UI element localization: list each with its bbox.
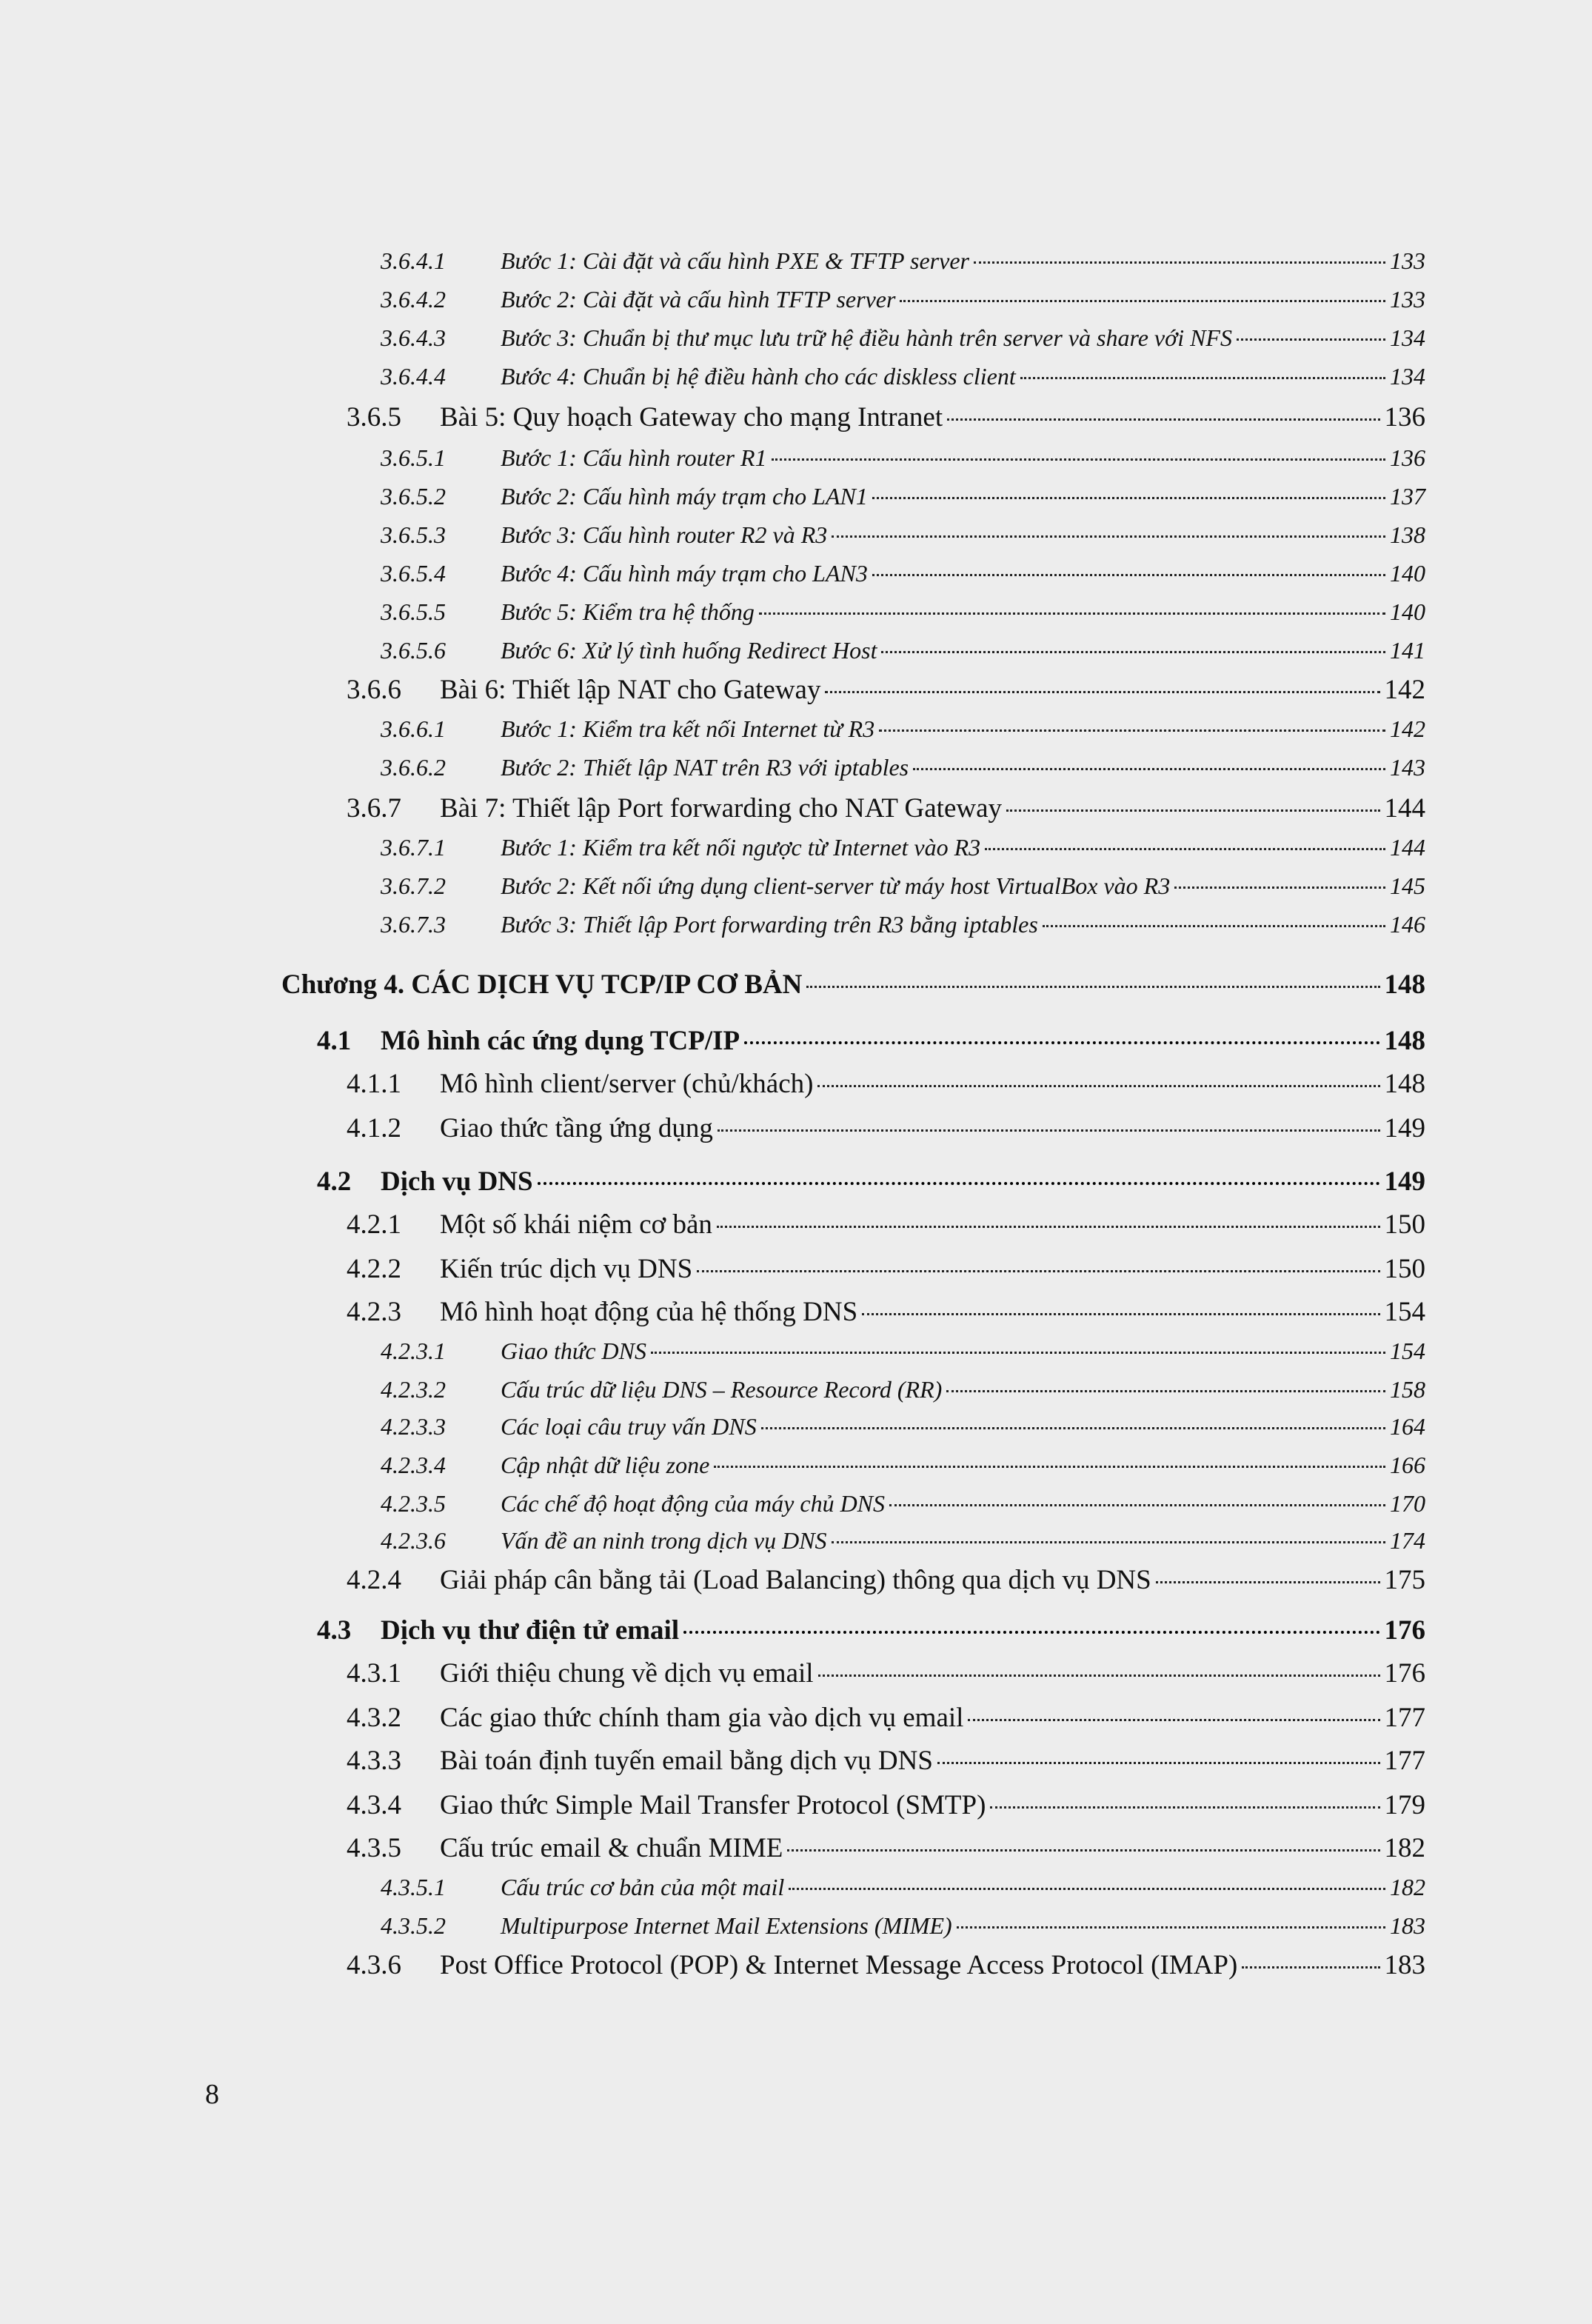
toc-entry (381, 1527, 1425, 1566)
entry-title: Bước 4: Chuẩn bị hệ điều hành cho các diskless client (501, 363, 1016, 390)
entry-page: 154 (1390, 1338, 1425, 1364)
entry-number: 4.1.1 (347, 1069, 401, 1099)
entry-number: 4.2.3.5 (381, 1490, 446, 1517)
toc-entry (381, 286, 1425, 324)
toc-entry (381, 363, 1425, 401)
dot-leader (832, 1541, 1385, 1543)
entry-title: Các chế độ hoạt động của máy chủ DNS (501, 1490, 886, 1517)
dot-leader (817, 1085, 1379, 1087)
entry-number: 3.6.5.2 (381, 483, 446, 510)
entry-page: 175 (1384, 1565, 1425, 1595)
dot-leader (744, 1041, 1379, 1044)
entry-title: Bài toán định tuyến email bằng dịch vụ DNS (440, 1746, 933, 1776)
entry-page: 150 (1384, 1209, 1425, 1240)
dot-leader (538, 1182, 1380, 1185)
entry-number: 3.6.5 (347, 402, 401, 433)
entry-title: Dịch vụ DNS (381, 1166, 533, 1197)
entry-page: 136 (1384, 402, 1425, 433)
entry-title: Một số khái niệm cơ bản (440, 1209, 712, 1240)
toc-entry (381, 1413, 1425, 1452)
dot-leader (759, 612, 1385, 615)
entry-page: 148 (1384, 1069, 1425, 1099)
entry-page: 143 (1390, 754, 1425, 781)
toc-entry (381, 483, 1425, 521)
dot-leader (872, 574, 1385, 576)
dot-leader (718, 1129, 1380, 1132)
dot-leader (1237, 338, 1385, 341)
entry-number: 4.2.3.2 (381, 1376, 446, 1403)
entry-page: 148 (1384, 1026, 1425, 1056)
dot-leader (761, 1427, 1385, 1429)
toc-entry (347, 1253, 1425, 1296)
entry-number: 3.6.5.3 (381, 521, 446, 548)
entry-number: 4.2.3.3 (381, 1413, 446, 1440)
entry-title: Cấu trúc dữ liệu DNS – Resource Record (RR) (501, 1376, 943, 1403)
entry-title: Bước 2: Thiết lập NAT trên R3 với iptables (501, 754, 909, 781)
entry-title: Bước 4: Cấu hình máy trạm cho LAN3 (501, 560, 868, 587)
toc-entry (347, 1112, 1425, 1155)
entry-number: 4.3.5 (347, 1833, 401, 1863)
entry-number: 4.3 (317, 1615, 352, 1646)
entry-number: 3.6.4.1 (381, 247, 446, 274)
entry-page: 170 (1390, 1490, 1425, 1517)
toc-entry (381, 444, 1425, 483)
toc-entry (381, 1452, 1425, 1490)
entry-number: 4.2.3 (347, 1297, 401, 1327)
dot-leader (1043, 925, 1385, 927)
entry-page: 177 (1384, 1746, 1425, 1776)
toc-entry (347, 1296, 1425, 1339)
dot-leader (985, 848, 1385, 850)
entry-title: Bài 7: Thiết lập Port forwarding cho NAT Gateway (440, 793, 1003, 824)
entry-page: 182 (1390, 1874, 1425, 1900)
toc-entry (317, 1166, 1425, 1209)
entry-page: 140 (1390, 598, 1425, 625)
entry-page: 182 (1384, 1833, 1425, 1863)
entry-title: Mô hình client/server (chủ/khách) (440, 1069, 814, 1099)
entry-number: 4.3.5.1 (381, 1874, 446, 1900)
entry-page: 158 (1390, 1376, 1425, 1403)
entry-page: 177 (1384, 1703, 1425, 1733)
page-number: 8 (205, 2079, 219, 2110)
dot-leader (990, 1806, 1379, 1809)
entry-page: 176 (1384, 1615, 1425, 1646)
toc-entry (347, 1657, 1425, 1700)
entry-title: Bài 6: Thiết lập NAT cho Gateway (440, 675, 821, 705)
dot-leader (872, 497, 1385, 499)
dot-leader (974, 261, 1385, 264)
dot-leader (862, 1313, 1379, 1315)
toc-entry (347, 1789, 1425, 1832)
toc-entry (347, 1702, 1425, 1745)
dot-leader (651, 1352, 1385, 1354)
toc-entry (381, 1338, 1425, 1376)
entry-title: Multipurpose Internet Mail Extensions (MIME) (501, 1912, 952, 1939)
toc-entry (347, 1564, 1425, 1607)
entry-number: 3.6.6 (347, 675, 401, 705)
entry-number: 4.2.3.6 (381, 1527, 446, 1554)
dot-leader (825, 691, 1379, 693)
entry-title: Bước 3: Chuẩn bị thư mục lưu trữ hệ điều hành trên server và share với NFS (501, 324, 1232, 351)
dot-leader (900, 300, 1385, 302)
toc-entry (381, 637, 1425, 675)
dot-leader (789, 1888, 1385, 1890)
dot-leader (879, 729, 1385, 732)
entry-page: 140 (1390, 560, 1425, 587)
entry-number: 3.6.4.3 (381, 324, 446, 351)
entry-title: Bước 2: Kết nối ứng dụng client-server từ máy host VirtualBox vào R3 (501, 872, 1171, 899)
toc-entry (347, 401, 1425, 444)
entry-page: 133 (1390, 286, 1425, 313)
entry-title: Bước 3: Cấu hình router R2 và R3 (501, 521, 828, 548)
entry-page: 183 (1390, 1912, 1425, 1939)
entry-page: 148 (1384, 969, 1425, 1000)
toc-entry (347, 1068, 1425, 1111)
entry-number: 3.6.5.5 (381, 598, 446, 625)
entry-title: Mô hình hoạt động của hệ thống DNS (440, 1297, 858, 1327)
entry-page: 149 (1384, 1166, 1425, 1197)
entry-title: Bước 5: Kiểm tra hệ thống (501, 598, 755, 625)
toc-entry (381, 834, 1425, 872)
entry-title: Giải pháp cân bằng tải (Load Balancing) thông qua dịch vụ DNS (440, 1565, 1151, 1595)
entry-page: 144 (1390, 834, 1425, 861)
entry-page: 146 (1390, 911, 1425, 938)
entry-title: Kiến trúc dịch vụ DNS (440, 1254, 693, 1284)
dot-leader (818, 1674, 1380, 1677)
dot-leader (683, 1631, 1379, 1634)
toc-entry (347, 1209, 1425, 1252)
toc-entry (381, 1490, 1425, 1529)
entry-page: 174 (1390, 1527, 1425, 1554)
entry-number: 3.6.5.1 (381, 444, 446, 471)
toc-entry (347, 1832, 1425, 1875)
toc-entry (317, 1615, 1425, 1657)
entry-number: 4.3.5.2 (381, 1912, 446, 1939)
entry-page: 142 (1390, 715, 1425, 742)
entry-title: Post Office Protocol (POP) & Internet Message Access Protocol (IMAP) (440, 1950, 1238, 1980)
dot-leader (957, 1926, 1385, 1929)
entry-title: Bước 6: Xử lý tình huống Redirect Host (501, 637, 877, 664)
entry-number: 4.2.1 (347, 1209, 401, 1240)
entry-title: Dịch vụ thư điện tử email (381, 1615, 680, 1646)
entry-title: Giới thiệu chung về dịch vụ email (440, 1658, 814, 1689)
entry-page: 164 (1390, 1413, 1425, 1440)
dot-leader (772, 458, 1385, 461)
entry-number: 3.6.4.4 (381, 363, 446, 390)
toc-entry (381, 1874, 1425, 1912)
entry-number: 4.2.3.4 (381, 1452, 446, 1478)
toc-entry (381, 560, 1425, 598)
toc-entry (381, 324, 1425, 363)
toc-entry (347, 1745, 1425, 1788)
entry-title: Cập nhật dữ liệu zone (501, 1452, 710, 1478)
toc-entry (381, 1376, 1425, 1415)
dot-leader (717, 1226, 1380, 1228)
toc-entry (317, 1025, 1425, 1068)
toc-entry (381, 754, 1425, 792)
dot-leader (1242, 1966, 1379, 1969)
dot-leader (1156, 1581, 1380, 1583)
entry-title: Giao thức DNS (501, 1338, 646, 1364)
entry-page: 138 (1390, 521, 1425, 548)
entry-number: 4.3.1 (347, 1658, 401, 1689)
entry-number: 4.3.4 (347, 1790, 401, 1820)
entry-page: 134 (1390, 324, 1425, 351)
entry-page: 144 (1384, 793, 1425, 824)
dot-leader (714, 1466, 1385, 1468)
entry-number: 4.1 (317, 1026, 352, 1056)
dot-leader (937, 1762, 1380, 1764)
dot-leader (968, 1719, 1379, 1721)
entry-page: 137 (1390, 483, 1425, 510)
dot-leader (913, 768, 1385, 770)
entry-page: 149 (1384, 1113, 1425, 1143)
entry-number: 4.3.3 (347, 1746, 401, 1776)
entry-number: 3.6.4.2 (381, 286, 446, 313)
entry-title: Các giao thức chính tham gia vào dịch vụ email (440, 1703, 964, 1733)
entry-page: 150 (1384, 1254, 1425, 1284)
toc-entry (381, 715, 1425, 754)
entry-page: 134 (1390, 363, 1425, 390)
entry-number: 4.2.3.1 (381, 1338, 446, 1364)
toc-entry (381, 247, 1425, 286)
entry-page: 136 (1390, 444, 1425, 471)
entry-title: Bước 2: Cấu hình máy trạm cho LAN1 (501, 483, 868, 510)
dot-leader (832, 535, 1385, 538)
entry-number: 4.3.6 (347, 1950, 401, 1980)
toc-entry (347, 674, 1425, 717)
dot-leader (787, 1849, 1379, 1851)
entry-number: 3.6.7.2 (381, 872, 446, 899)
entry-page: 183 (1384, 1950, 1425, 1980)
entry-title: Giao thức tầng ứng dụng (440, 1113, 713, 1143)
entry-title: Bước 1: Kiểm tra kết nối Internet từ R3 (501, 715, 875, 742)
entry-title: Bước 2: Cài đặt và cấu hình TFTP server (501, 286, 896, 313)
chapter-heading (281, 969, 1425, 1012)
entry-number: 4.2 (317, 1166, 352, 1197)
entry-title: Bước 3: Thiết lập Port forwarding trên R3 bằng iptables (501, 911, 1038, 938)
toc-entry (381, 911, 1425, 949)
toc-entry (381, 598, 1425, 637)
entry-page: 154 (1384, 1297, 1425, 1327)
entry-number: 4.2.2 (347, 1254, 401, 1284)
entry-number: 4.2.4 (347, 1565, 401, 1595)
entry-title: Bước 1: Cấu hình router R1 (501, 444, 767, 471)
entry-number: 4.3.2 (347, 1703, 401, 1733)
entry-title: Vấn đề an ninh trong dịch vụ DNS (501, 1527, 827, 1554)
toc-entry (381, 872, 1425, 911)
toc-entry (381, 1912, 1425, 1951)
entry-page: 142 (1384, 675, 1425, 705)
entry-page: 179 (1384, 1790, 1425, 1820)
dot-leader (946, 1390, 1385, 1392)
dot-leader (881, 651, 1385, 653)
entry-number: 3.6.6.1 (381, 715, 446, 742)
dot-leader (889, 1504, 1385, 1506)
entry-title: Cấu trúc cơ bản của một mail (501, 1874, 785, 1900)
entry-title: Chương 4. CÁC DỊCH VỤ TCP/IP CƠ BẢN (281, 969, 803, 1000)
toc-entry (381, 521, 1425, 560)
entry-number: 3.6.7 (347, 793, 401, 824)
entry-title: Mô hình các ứng dụng TCP/IP (381, 1026, 740, 1056)
entry-number: 3.6.7.1 (381, 834, 446, 861)
entry-number: 3.6.5.4 (381, 560, 446, 587)
toc-entry (347, 1949, 1425, 1992)
entry-page: 176 (1384, 1658, 1425, 1689)
entry-number: 3.6.6.2 (381, 754, 446, 781)
entry-page: 166 (1390, 1452, 1425, 1478)
entry-page: 141 (1390, 637, 1425, 664)
entry-title: Bài 5: Quy hoạch Gateway cho mạng Intranet (440, 402, 943, 433)
dot-leader (1174, 886, 1385, 889)
dot-leader (697, 1270, 1379, 1272)
entry-title: Giao thức Simple Mail Transfer Protocol (SMTP) (440, 1790, 986, 1820)
entry-number: 4.1.2 (347, 1113, 401, 1143)
dot-leader (1020, 377, 1385, 379)
entry-title: Bước 1: Cài đặt và cấu hình PXE & TFTP server (501, 247, 969, 274)
entry-number: 3.6.5.6 (381, 637, 446, 664)
entry-title: Các loại câu truy vấn DNS (501, 1413, 757, 1440)
dot-leader (806, 986, 1379, 988)
entry-title: Cấu trúc email & chuẩn MIME (440, 1833, 783, 1863)
entry-title: Bước 1: Kiểm tra kết nối ngược từ Internet vào R3 (501, 834, 981, 861)
entry-page: 133 (1390, 247, 1425, 274)
dot-leader (1006, 809, 1379, 812)
dot-leader (947, 418, 1379, 421)
entry-page: 145 (1390, 872, 1425, 899)
entry-number: 3.6.7.3 (381, 911, 446, 938)
toc-entry (347, 792, 1425, 835)
